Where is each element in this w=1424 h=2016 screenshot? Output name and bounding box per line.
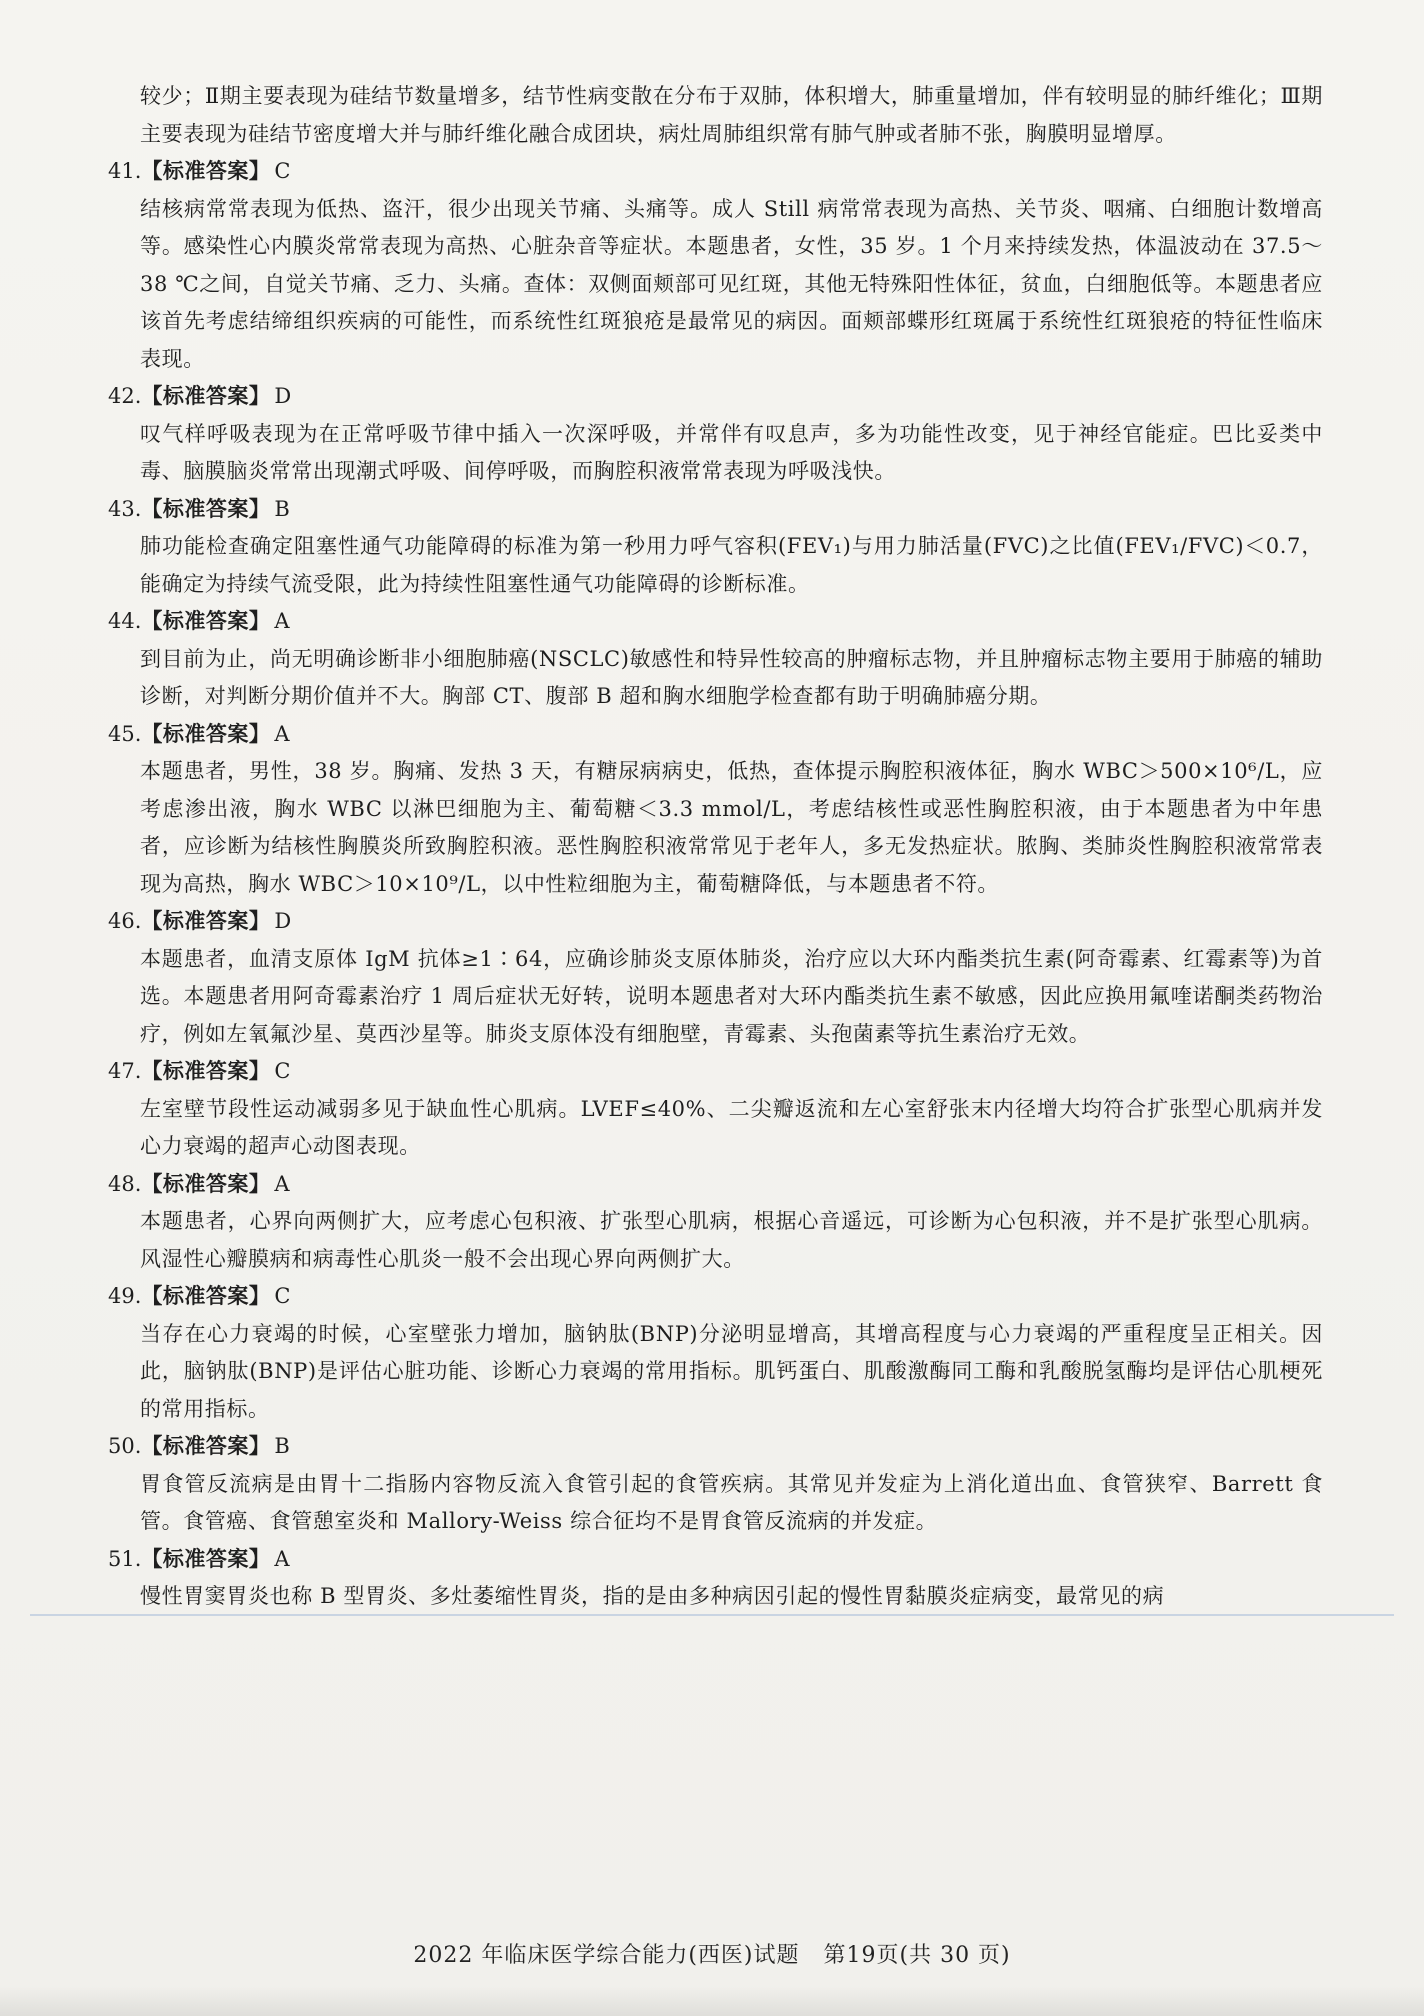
- answer-tag: 【标准答案】: [141, 384, 271, 408]
- answer-letter: A: [274, 609, 290, 633]
- answer-explanations: [108, 78, 1323, 1616]
- question-number: 47.: [108, 1059, 142, 1083]
- answer-letter: B: [274, 1434, 290, 1458]
- answer-letter: D: [274, 384, 292, 408]
- explanation-paragraph: 本题患者，心界向两侧扩大，应考虑心包积液、扩张型心肌病，根据心音遥远，可诊断为心包积液，并不是扩张型心肌病。风湿性心瓣膜病和病毒性心肌炎一般不会出现心界向两侧扩大。: [140, 1209, 1323, 1271]
- answer-heading: [108, 1541, 1323, 1579]
- answer-letter: B: [274, 496, 290, 521]
- answer-heading: [108, 716, 1323, 754]
- explanation-paragraph: 当存在心力衰竭的时候，心室壁张力增加，脑钠肽(BNP)分泌明显增高，其增高程度与心力衰竭的严重程度呈正相关。因此，脑钠肽(BNP)是评估心脏功能、诊断心力衰竭的常用指标。肌钙蛋白、肌酸激酶同工酶和乳酸脱氢酶均是评估心肌梗死的常用指标。: [140, 1321, 1323, 1421]
- explanation-paragraph: 左室壁节段性运动减弱多见于缺血性心肌病。LVEF≤40%、二尖瓣返流和左心室舒张末内径增大均符合扩张型心肌病并发心力衰竭的超声心动图表现。: [140, 1096, 1323, 1158]
- answer-tag: 【标准答案】: [141, 1171, 271, 1196]
- question-list: [108, 153, 1323, 1616]
- answer-letter: A: [274, 1546, 290, 1571]
- question-number: 45.: [108, 721, 142, 746]
- answer-heading: [108, 903, 1323, 941]
- explanation-paragraph: 胃食管反流病是由胃十二指肠内容物反流入食管引起的食管疾病。其常见并发症为上消化道出血、食管狭窄、Barrett 食管。食管癌、食管憩室炎和 Mallory-Weiss 综合征均不是胃食管反流病的并发症。: [140, 1471, 1323, 1533]
- answer-heading: [108, 491, 1323, 529]
- answer-letter: D: [274, 909, 292, 933]
- answer-tag: 【标准答案】: [141, 609, 271, 633]
- question-number: 42.: [108, 384, 142, 408]
- explanation-paragraph: 叹气样呼吸表现为在正常呼吸节律中插入一次深呼吸，并常伴有叹息声，多为功能性改变，见于神经官能症。巴比妥类中毒、脑膜脑炎常常出现潮式呼吸、间停呼吸，而胸腔积液常常表现为呼吸浅快。: [140, 421, 1323, 483]
- answer-letter: A: [274, 721, 290, 746]
- question-number: 44.: [108, 609, 142, 633]
- question-number: 50.: [108, 1434, 142, 1458]
- answer-heading: [108, 153, 1323, 191]
- answer-tag: 【标准答案】: [141, 1546, 271, 1571]
- scan-edge-shadow: [0, 1986, 1424, 2016]
- answer-tag: 【标准答案】: [141, 1434, 271, 1458]
- explanation-paragraph: 结核病常常表现为低热、盗汗，很少出现关节痛、头痛等。成人 Still 病常常表现为高热、关节炎、咽痛、白细胞计数增高等。感染性心内膜炎常常表现为高热、心脏杂音等症状。本题患者，女性，35 岁。1 个月来持续发热，体温波动在 37.5～38 ℃之间，自觉关节痛、乏力、头痛。查体：双侧面颊部可见红斑，其他无特殊阳性体征，贫血，白细胞低等。本题患者应该首先考虑结缔组织疾病的可能性，而系统性红斑狼疮是最常见的病因。面颊部蝶形红斑属于系统性红斑狼疮的特征性临床表现。: [140, 196, 1323, 371]
- page-divider-line: [30, 1614, 1394, 1616]
- page-number: 第19页(共 30 页): [823, 1943, 1011, 1968]
- answer-tag: 【标准答案】: [141, 496, 271, 521]
- page-footer: [0, 1938, 1424, 1969]
- answer-heading: [108, 1166, 1323, 1204]
- answer-heading: [108, 1428, 1323, 1466]
- answer-tag: 【标准答案】: [141, 909, 271, 933]
- explanation-paragraph: 慢性胃窦胃炎也称 B 型胃炎、多灶萎缩性胃炎，指的是由多种病因引起的慢性胃黏膜炎症病变，最常见的病: [140, 1584, 1165, 1608]
- answer-letter: A: [274, 1171, 290, 1196]
- intro-paragraph: 较少；Ⅱ期主要表现为硅结节数量增多，结节性病变散在分布于双肺，体积增大，肺重量增加，伴有较明显的肺纤维化；Ⅲ期主要表现为硅结节密度增大并与肺纤维化融合成团块，病灶周肺组织常有肺气肿或者肺不张，胸膜明显增厚。: [140, 84, 1323, 146]
- answer-tag: 【标准答案】: [141, 721, 271, 746]
- explanation-paragraph: 本题患者，血清支原体 IgM 抗体≥1∶64，应确诊肺炎支原体肺炎，治疗应以大环内酯类抗生素(阿奇霉素、红霉素等)为首选。本题患者用阿奇霉素治疗 1 周后症状无好转，说明本题患者对大环内酯类抗生素不敏感，因此应换用氟喹诺酮类药物治疗，例如左氧氟沙星、莫西沙星等。肺炎支原体没有细胞壁，青霉素、头孢菌素等抗生素治疗无效。: [140, 946, 1323, 1046]
- explanation-paragraph: 肺功能检查确定阻塞性通气功能障碍的标准为第一秒用力呼气容积(FEV₁)与用力肺活量(FVC)之比值(FEV₁/FVC)＜0.7，能确定为持续气流受限，此为持续性阻塞性通气功能障碍的诊断标准。: [140, 534, 1323, 596]
- answer-tag: 【标准答案】: [141, 1284, 271, 1308]
- question-number: 46.: [108, 909, 142, 933]
- answer-heading: [108, 1278, 1323, 1316]
- answer-tag: 【标准答案】: [141, 159, 271, 183]
- question-number: 48.: [108, 1171, 142, 1196]
- answer-heading: [108, 1053, 1323, 1091]
- answer-heading: [108, 378, 1323, 416]
- answer-tag: 【标准答案】: [141, 1059, 271, 1083]
- question-number: 51.: [108, 1546, 142, 1571]
- answer-letter: C: [274, 159, 291, 183]
- explanation-paragraph: 本题患者，男性，38 岁。胸痛、发热 3 天，有糖尿病病史，低热，查体提示胸腔积液体征，胸水 WBC＞500×10⁶/L，应考虑渗出液，胸水 WBC 以淋巴细胞为主、葡萄糖＜3.3 mmol/L，考虑结核性或恶性胸腔积液，由于本题患者为中年患者，应诊断为结核性胸膜炎所致胸腔积液。恶性胸腔积液常常见于老年人，多无发热症状。脓胸、类肺炎性胸腔积液常常表现为高热，胸水 WBC＞10×10⁹/L，以中性粒细胞为主，葡萄糖降低，与本题患者不符。: [140, 759, 1323, 896]
- answer-letter: C: [274, 1059, 291, 1083]
- question-number: 49.: [108, 1284, 142, 1308]
- exam-title: 2022 年临床医学综合能力(西医)试题: [413, 1943, 800, 1968]
- answer-heading: [108, 603, 1323, 641]
- answer-letter: C: [274, 1284, 291, 1308]
- explanation-paragraph: 到目前为止，尚无明确诊断非小细胞肺癌(NSCLC)敏感性和特异性较高的肿瘤标志物，并且肿瘤标志物主要用于肺癌的辅助诊断，对判断分期价值并不大。胸部 CT、腹部 B 超和胸水细胞学检查都有助于明确肺癌分期。: [140, 646, 1323, 708]
- question-number: 41.: [108, 159, 142, 183]
- question-number: 43.: [108, 496, 142, 521]
